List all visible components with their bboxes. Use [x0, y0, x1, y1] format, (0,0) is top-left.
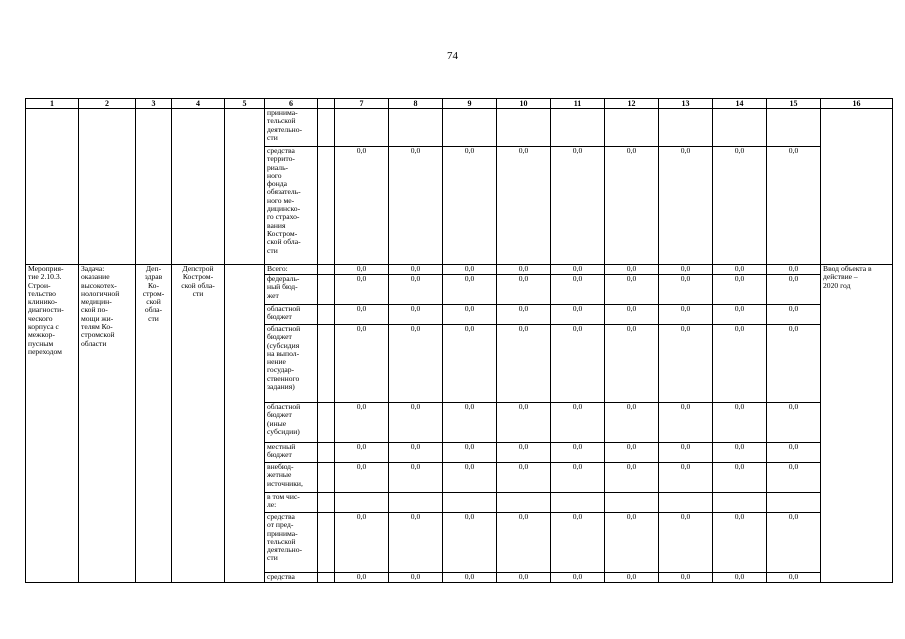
value-cell: 0,0 [605, 463, 659, 493]
column-header: 5 [225, 99, 265, 109]
value-cell [443, 493, 497, 513]
value-cell: 0,0 [713, 275, 767, 305]
value-cell: 0,0 [659, 403, 713, 443]
empty-cell [79, 109, 136, 265]
value-cell: 0,0 [767, 305, 821, 325]
value-cell [767, 109, 821, 147]
value-cell: 0,0 [713, 147, 767, 265]
spacer-cell [318, 463, 335, 493]
empty-cell [225, 109, 265, 265]
column-header [318, 99, 335, 109]
value-cell: 0,0 [713, 573, 767, 583]
value-cell: 0,0 [335, 513, 389, 573]
value-cell: 0,0 [551, 573, 605, 583]
value-cell: 0,0 [497, 265, 551, 275]
value-cell: 0,0 [443, 463, 497, 493]
value-cell: 0,0 [713, 443, 767, 463]
value-cell: 0,0 [713, 463, 767, 493]
funding-source-label: средства от пред- принима- тельской деятельно- сти [265, 513, 318, 573]
value-cell: 0,0 [605, 265, 659, 275]
column-header: 15 [767, 99, 821, 109]
value-cell: 0,0 [659, 443, 713, 463]
funding-source-label: местный бюджет [265, 443, 318, 463]
value-cell: 0,0 [659, 573, 713, 583]
value-cell: 0,0 [767, 265, 821, 275]
value-cell [389, 109, 443, 147]
column-header: 11 [551, 99, 605, 109]
value-cell: 0,0 [335, 305, 389, 325]
value-cell: 0,0 [443, 573, 497, 583]
value-cell: 0,0 [335, 403, 389, 443]
value-cell: 0,0 [551, 403, 605, 443]
value-cell: 0,0 [335, 147, 389, 265]
value-cell: 0,0 [713, 403, 767, 443]
column-header: 16 [821, 99, 893, 109]
spacer-cell [318, 265, 335, 275]
value-cell [389, 493, 443, 513]
column-header: 12 [605, 99, 659, 109]
value-cell: 0,0 [335, 443, 389, 463]
value-cell: 0,0 [659, 305, 713, 325]
value-cell: 0,0 [497, 443, 551, 463]
spacer-cell [318, 147, 335, 265]
value-cell: 0,0 [335, 573, 389, 583]
value-cell: 0,0 [389, 463, 443, 493]
value-cell: 0,0 [605, 275, 659, 305]
value-cell [605, 493, 659, 513]
funding-source-label: внебюд- жетные источники, [265, 463, 318, 493]
column-header: 13 [659, 99, 713, 109]
value-cell: 0,0 [497, 403, 551, 443]
column-header: 1 [26, 99, 79, 109]
column-header: 10 [497, 99, 551, 109]
value-cell: 0,0 [389, 513, 443, 573]
value-cell: 0,0 [767, 325, 821, 403]
value-cell: 0,0 [605, 147, 659, 265]
value-cell: 0,0 [767, 573, 821, 583]
value-cell: 0,0 [497, 573, 551, 583]
column-header: 6 [265, 99, 318, 109]
value-cell: 0,0 [767, 147, 821, 265]
value-cell: 0,0 [335, 275, 389, 305]
activity-name: Мероприя- тие 2.10.3. Строи- тельство клинико- диагности- ческого корпуса с межкор- пусным переходом [26, 265, 79, 583]
value-cell [659, 493, 713, 513]
header-row [26, 99, 893, 109]
value-cell: 0,0 [605, 443, 659, 463]
value-cell: 0,0 [497, 275, 551, 305]
co-executor: Депстрой Костром- ской обла- сти [172, 265, 225, 583]
value-cell [443, 109, 497, 147]
value-cell: 0,0 [443, 513, 497, 573]
value-cell: 0,0 [605, 325, 659, 403]
value-cell: 0,0 [713, 265, 767, 275]
value-cell: 0,0 [443, 265, 497, 275]
spacer-cell [318, 573, 335, 583]
value-cell: 0,0 [659, 265, 713, 275]
funding-source-label: Всего: [265, 265, 318, 275]
value-cell: 0,0 [443, 147, 497, 265]
spacer-cell [318, 403, 335, 443]
value-cell [497, 109, 551, 147]
activity-task: Задача: оказание высокотех- нологичной медицин- ской по- мощи жи- телям Ко- стромской области [79, 265, 136, 583]
value-cell: 0,0 [335, 265, 389, 275]
funding-source-label: федераль- ный бюд- жет [265, 275, 318, 305]
value-cell: 0,0 [443, 403, 497, 443]
value-cell: 0,0 [659, 463, 713, 493]
funding-source-label: областной бюджет (иные субсидии) [265, 403, 318, 443]
value-cell: 0,0 [605, 513, 659, 573]
value-cell: 0,0 [659, 325, 713, 403]
value-cell: 0,0 [443, 325, 497, 403]
value-cell [551, 493, 605, 513]
value-cell: 0,0 [767, 403, 821, 443]
value-cell: 0,0 [551, 443, 605, 463]
column-header: 14 [713, 99, 767, 109]
value-cell: 0,0 [767, 513, 821, 573]
value-cell: 0,0 [389, 573, 443, 583]
value-cell: 0,0 [497, 513, 551, 573]
spacer-cell [318, 305, 335, 325]
value-cell [335, 493, 389, 513]
empty-cell [172, 109, 225, 265]
funding-source-label: в том чис- ле: [265, 493, 318, 513]
funding-source-label: средства террито- риаль- ного фонда обязатель- ного ме- дицинско- го страхо- вания Костром- ской обла- сти [265, 147, 318, 265]
empty-cell [26, 109, 79, 265]
value-cell: 0,0 [767, 275, 821, 305]
value-cell: 0,0 [551, 463, 605, 493]
result-cell [821, 109, 893, 265]
value-cell [659, 109, 713, 147]
value-cell: 0,0 [659, 147, 713, 265]
value-cell: 0,0 [551, 325, 605, 403]
value-cell: 0,0 [497, 147, 551, 265]
column-header: 3 [136, 99, 172, 109]
value-cell: 0,0 [497, 305, 551, 325]
value-cell: 0,0 [551, 275, 605, 305]
value-cell: 0,0 [551, 305, 605, 325]
value-cell: 0,0 [335, 463, 389, 493]
funding-source-label: областной бюджет [265, 305, 318, 325]
value-cell: 0,0 [713, 513, 767, 573]
value-cell: 0,0 [659, 275, 713, 305]
expected-result: Ввод объекта в действие – 2020 год [821, 265, 893, 583]
value-cell: 0,0 [443, 443, 497, 463]
column-header: 8 [389, 99, 443, 109]
value-cell: 0,0 [389, 275, 443, 305]
column-header: 4 [172, 99, 225, 109]
value-cell: 0,0 [389, 147, 443, 265]
value-cell: 0,0 [713, 305, 767, 325]
value-cell: 0,0 [551, 147, 605, 265]
funding-source-label: принима- тельской деятельно- сти [265, 109, 318, 147]
value-cell: 0,0 [551, 513, 605, 573]
value-cell: 0,0 [659, 513, 713, 573]
value-cell [551, 109, 605, 147]
value-cell [713, 109, 767, 147]
table-row [26, 109, 893, 147]
value-cell: 0,0 [443, 275, 497, 305]
value-cell: 0,0 [767, 463, 821, 493]
spacer-cell [318, 109, 335, 147]
funding-source-label: областной бюджет (субсидия на выпол- нение государ- ственного задания) [265, 325, 318, 403]
empty-cell [136, 109, 172, 265]
value-cell: 0,0 [713, 325, 767, 403]
spacer-cell [318, 493, 335, 513]
table-row [26, 265, 893, 275]
budget-table [25, 98, 893, 583]
page-number: 74 [447, 50, 458, 62]
column-header: 7 [335, 99, 389, 109]
value-cell [605, 109, 659, 147]
value-cell: 0,0 [389, 265, 443, 275]
value-cell: 0,0 [767, 443, 821, 463]
value-cell [767, 493, 821, 513]
value-cell: 0,0 [551, 265, 605, 275]
value-cell [335, 109, 389, 147]
column-header: 9 [443, 99, 497, 109]
value-cell: 0,0 [389, 443, 443, 463]
value-cell: 0,0 [497, 463, 551, 493]
spacer-cell [318, 325, 335, 403]
value-cell: 0,0 [389, 403, 443, 443]
responsible-executor: Деп- здрав Ко- стром- ской обла- сти [136, 265, 172, 583]
funding-source-label: средства [265, 573, 318, 583]
value-cell: 0,0 [335, 325, 389, 403]
value-cell: 0,0 [389, 305, 443, 325]
value-cell: 0,0 [389, 325, 443, 403]
value-cell: 0,0 [605, 305, 659, 325]
value-cell: 0,0 [605, 403, 659, 443]
empty-cell [225, 265, 265, 583]
value-cell: 0,0 [605, 573, 659, 583]
spacer-cell [318, 443, 335, 463]
value-cell: 0,0 [497, 325, 551, 403]
value-cell [497, 493, 551, 513]
spacer-cell [318, 275, 335, 305]
column-header: 2 [79, 99, 136, 109]
spacer-cell [318, 513, 335, 573]
value-cell [713, 493, 767, 513]
value-cell: 0,0 [443, 305, 497, 325]
